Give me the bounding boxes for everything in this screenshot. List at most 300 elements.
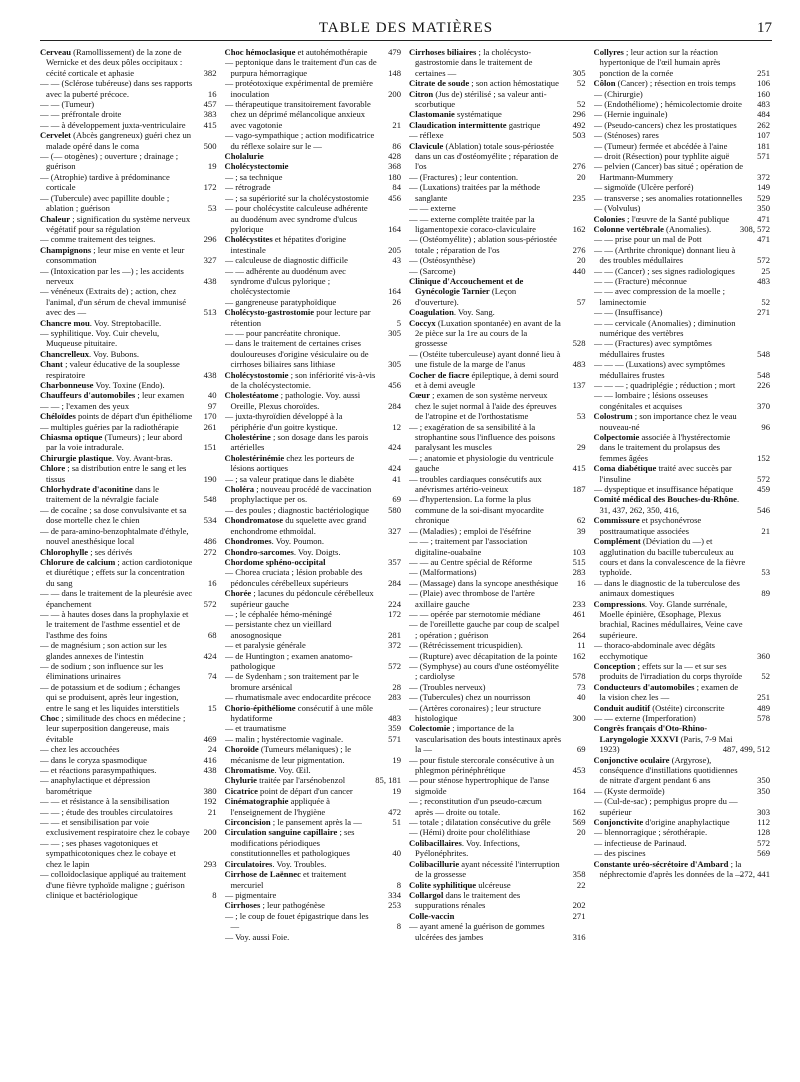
entry-page-ref: 112 <box>757 817 770 828</box>
entry-headword: Coagulation <box>409 307 454 318</box>
entry-text: Voy. Toxine (Endo). <box>93 380 165 390</box>
entry-page-ref: 21 <box>761 525 770 536</box>
entry-page-ref: 96 <box>761 421 770 432</box>
entry-text: — (Troubles nerveux) <box>409 681 486 692</box>
entry-page-ref: 327 <box>388 525 401 536</box>
index-entry <box>409 182 588 203</box>
index-entry <box>409 318 588 349</box>
entry-headword: Cirrhose de Laënnec <box>224 869 301 880</box>
index-entry <box>594 838 773 848</box>
entry-text: . 31, 437, 262, 350, 416, <box>599 494 740 515</box>
entry-page-ref: 41 <box>392 473 401 484</box>
entry-text: (Déviation du —) et agglutination du bacille tuberculeux au cours et dans la convalescence de la fièvre typhoïde. <box>599 536 746 578</box>
entry-page-ref: 529 <box>757 192 770 203</box>
entry-text: — totale ; dilatation consécutive du grêle <box>409 817 551 828</box>
index-entry <box>594 214 773 224</box>
page-header <box>40 18 772 41</box>
entry-text: — dans le traitement de certaines crises douloureuses d'origine vésiculaire ou de cirrhoses biliaires sans lithiase <box>224 338 369 370</box>
index-entry <box>409 203 588 213</box>
entry-page-ref: 283 <box>572 567 586 578</box>
entry-headword: Colibacillurie <box>409 858 460 869</box>
entry-text: — — (Fracture) méconnue <box>593 275 687 286</box>
entry-page-ref: 416 <box>203 754 217 765</box>
entry-text: — Chorea cruciata ; lésion probable des pédoncules cérébelleux supérieurs <box>224 567 363 588</box>
index-entry <box>225 432 404 453</box>
entry-text: — (Hernie inguinale) <box>593 109 668 120</box>
entry-text: (Leçon d'ouverture). <box>415 286 517 307</box>
index-entry <box>40 453 219 463</box>
entry-page-ref: 73 <box>576 681 586 692</box>
entry-text: ; leur mise en vente et leur consommation <box>46 244 185 266</box>
index-entry <box>594 318 773 339</box>
entry-text: — (Artères coronaires) ; leur structure histologique <box>409 702 541 723</box>
entry-text: — — (Tumeur) <box>40 99 95 110</box>
entry-text: ; son infériorité vis-à-vis de la cholécystectomie. <box>230 369 376 390</box>
index-entry <box>225 255 404 265</box>
entry-headword: Choléra <box>224 484 255 495</box>
entry-text: — (Intoxication par les —) ; les accidents nerveux <box>40 265 184 286</box>
index-entry <box>225 161 404 171</box>
index-entry <box>409 349 588 370</box>
entry-text: — — (Insuffisance) <box>593 307 663 318</box>
index-entry <box>225 515 404 536</box>
index-entry <box>40 526 219 547</box>
entry-page-ref: 21 <box>207 806 217 817</box>
entry-page-ref: 382 <box>203 67 217 78</box>
index-entry <box>409 89 588 110</box>
entry-page-ref: 52 <box>576 78 586 89</box>
entry-text: — (Rétrécissement tricuspidien). <box>409 640 523 651</box>
entry-text: et psychonévrose posttraumatique associées <box>599 515 702 536</box>
entry-page-ref: 334 <box>388 889 401 900</box>
entry-text: — (Malformations) <box>409 567 477 578</box>
entry-text: — Voy. aussi Foie. <box>224 931 290 942</box>
entry-text: — syphilitique. Voy. Cuir chevelu, Muqueuse pituitaire. <box>40 327 160 349</box>
entry-page-ref: 205 <box>388 244 401 255</box>
index-entry <box>594 599 773 641</box>
entry-text: — de para-amino-benzophtalmate d'éthyle, nouvel anesthésique local <box>40 525 189 547</box>
index-column <box>225 47 404 1067</box>
entry-headword: Chlorhydrate d'aconitine <box>40 484 133 495</box>
index-entry <box>409 692 588 702</box>
entry-text: — ; sa valeur pratique dans le diabète <box>224 473 355 484</box>
index-entry <box>594 411 773 432</box>
entry-text: ; le pansement après la — <box>270 817 362 828</box>
entry-page-ref: 578 <box>757 713 770 723</box>
entry-text: — — — (Luxations) avec symptômes médullaires frustes <box>593 359 726 380</box>
entry-page-ref: 456 <box>388 380 401 390</box>
entry-text: — colloïdoclasique appliqué au traitement d'une fièvre typhoïde maligne ; guérison clinique et bactériologique <box>40 869 187 900</box>
index-entry <box>40 359 219 380</box>
entry-headword: Chlorophylle <box>40 546 89 557</box>
index-entry <box>225 859 404 869</box>
entry-page-ref: 303 <box>757 806 770 817</box>
entry-page-ref: 571 <box>388 733 401 744</box>
index-entry <box>225 890 404 900</box>
entry-text: — blennorragique ; sérothérapie. <box>593 827 708 838</box>
entry-text: ; signification du système nerveux végétatif pour sa régulation <box>46 213 191 234</box>
entry-page-ref: 461 <box>572 608 586 619</box>
index-entry <box>40 151 219 172</box>
index-entry <box>594 484 773 494</box>
entry-page-ref: 192 <box>203 796 217 807</box>
entry-text: — (Hémi) droite pour cholélithiase <box>409 827 531 838</box>
entry-page-ref: 271 <box>757 307 770 318</box>
entry-page-ref: 483 <box>757 99 770 110</box>
entry-text: ayant nécessité l'interruption de la grossesse <box>415 858 560 880</box>
entry-text: — — (Arthrite chronique) donnant lieu à des troubles médullaires <box>593 244 736 266</box>
index-entry <box>594 234 773 244</box>
index-entry <box>594 359 773 380</box>
entry-page-ref: 84 <box>392 182 401 193</box>
entry-page-ref: 359 <box>388 723 401 734</box>
entry-text: ; lacunes du pédoncule cérébelleux supérieur gauche <box>230 588 374 609</box>
entry-text: — — préfrontale droite <box>40 109 122 120</box>
entry-text: . Voy. Troubles. <box>272 858 327 869</box>
entry-headword: Conception <box>593 660 636 671</box>
index-entry <box>225 78 404 99</box>
entry-headword: Cirrhoses biliaires <box>409 47 477 57</box>
entry-page-ref: 380 <box>203 785 217 796</box>
entry-headword: Chéloïdes <box>40 411 76 422</box>
entry-page-ref: 272 <box>203 546 217 557</box>
entry-text: — (Chirurgie) <box>593 88 643 99</box>
entry-page-ref: 471 <box>757 234 770 245</box>
entry-text: — — (Cancer) ; ses signes radiologiques <box>593 265 735 276</box>
index-entry <box>594 130 773 140</box>
entry-text: ; son dosage dans les parois artérielles <box>230 432 369 453</box>
entry-page-ref: 24 <box>207 744 217 755</box>
entry-headword: Choroïde <box>224 744 259 755</box>
index-entry <box>225 484 404 505</box>
entry-text: — — au Centre spécial de Réforme <box>409 556 533 567</box>
entry-page-ref: 548 <box>757 369 770 380</box>
entry-text: — (Ostéite tuberculeuse) ayant donné lieu à une fistule de la marge de l'anus <box>409 348 561 370</box>
index-entry <box>594 713 773 723</box>
entry-page-ref: 368 <box>388 161 401 172</box>
entry-page-ref: 571 <box>757 151 770 162</box>
entry-page-ref: 438 <box>203 275 217 286</box>
entry-page-ref: 53 <box>761 567 770 578</box>
entry-headword: Colectomie <box>409 723 451 734</box>
entry-page-ref: 160 <box>757 88 770 99</box>
index-entry <box>40 349 219 359</box>
entry-page-ref: 483 <box>388 713 401 723</box>
entry-page-ref: 20 <box>576 827 586 838</box>
index-entry <box>409 453 588 474</box>
entry-text: — protéotoxique expérimental de première inoculation <box>224 78 373 99</box>
entry-text: — (Ostéomyélite) ; ablation sous-périostée totale ; réparation de l'os <box>409 234 557 255</box>
entry-text: ; leur pathogénèse <box>260 900 325 911</box>
entry-page-ref: 97 <box>207 400 217 411</box>
entry-page-ref: 128 <box>757 827 770 838</box>
entry-page-ref: 170 <box>203 411 217 422</box>
entry-text: (Argyrose), conséquence d'instillations quotidiennes de nitrate d'argent pendant 6 ans <box>599 754 738 786</box>
entry-page-ref: 264 <box>572 629 586 640</box>
index-entry <box>225 182 404 192</box>
entry-page-ref: 43 <box>392 255 401 266</box>
entry-page-ref: 16 <box>207 88 217 99</box>
entry-text: systématique <box>454 109 502 120</box>
index-entry <box>225 869 404 890</box>
entry-headword: Colle-vaccin <box>409 910 455 921</box>
index-entry <box>409 796 588 817</box>
index-entry <box>594 276 773 286</box>
index-entry <box>40 245 219 266</box>
entry-text: — persistante chez un vieillard anosognosique <box>224 619 332 640</box>
entry-page-ref: 162 <box>572 650 586 661</box>
entry-text: pour lecture par rétention <box>230 307 371 328</box>
entry-page-ref: 572 <box>757 255 770 266</box>
entry-page-ref: 85, 181 <box>375 775 401 786</box>
index-entry <box>594 120 773 130</box>
index-entry <box>40 682 219 713</box>
entry-page-ref: 57 <box>576 296 586 307</box>
entry-page-ref: 12 <box>392 421 401 432</box>
entry-text: . Voy. Doigts. <box>293 546 341 557</box>
entry-page-ref: 515 <box>572 556 586 567</box>
index-entry <box>409 494 588 525</box>
index-entry <box>225 827 404 858</box>
entry-page-ref: 52 <box>761 296 770 307</box>
entry-text: — — ; traitement par l'association digitaline-ouabaïne <box>409 536 528 557</box>
entry-page-ref: 500 <box>203 140 217 151</box>
entry-page-ref: 15 <box>207 702 217 713</box>
index-entry <box>409 619 588 640</box>
entry-page-ref: 483 <box>757 275 770 286</box>
entry-headword: Clavicule <box>409 140 444 151</box>
entry-text: — — dans le traitement de la pleurésie avec épanchement <box>40 588 193 609</box>
entry-headword: Chauffeurs d'automobiles <box>40 390 136 401</box>
index-entry <box>40 765 219 775</box>
entry-page-ref: 453 <box>572 765 586 776</box>
entry-headword: Citrate de soude <box>409 78 470 89</box>
entry-text: traité avec succès par l'insuline <box>599 463 732 484</box>
entry-text: (Ostéite) circonscrite <box>650 702 725 713</box>
entry-headword: Chiasma optique <box>40 432 103 443</box>
index-entry <box>40 401 219 411</box>
entry-text: associée à l'hystérectomie dans le traitement du prolapsus des femmes âgées <box>599 432 731 463</box>
index-entry <box>225 734 404 744</box>
index-entry <box>594 338 773 359</box>
entry-page-ref: 569 <box>757 848 770 859</box>
entry-page-ref: 235 <box>572 192 586 203</box>
entry-text: — (Symphyse) au cours d'une ostéomyélite ; cardiolyse <box>409 660 559 682</box>
entry-text: . Voy. Poumon. <box>271 536 324 547</box>
entry-page-ref: 26 <box>392 296 401 307</box>
index-entry <box>409 422 588 453</box>
entry-page-ref: 383 <box>203 109 217 120</box>
entry-text: du squelette avec grand enchondrome ethmoïdal. <box>230 515 367 536</box>
entry-text: — calculeuse de diagnostic difficile <box>224 255 348 266</box>
index-entry <box>225 775 404 785</box>
entry-text: ; pathologie. Voy. aussi Oreille, Plexus choroïdes. <box>230 390 361 411</box>
entry-page-ref: 180 <box>388 171 401 182</box>
entry-text: — ; sa technique <box>224 171 283 182</box>
index-entry <box>40 796 219 806</box>
entry-text: . Voy. Bubons. <box>89 348 139 359</box>
entry-text: — peptonique dans le traitement d'un cas de purpura hémorragique <box>224 57 377 78</box>
entry-text: — d'hypertension. La forme la plus commune de la soi-disant myocardite chronique <box>409 494 544 526</box>
index-entry <box>225 703 404 724</box>
entry-headword: Champignons <box>40 244 92 255</box>
entry-page-ref: 8 <box>396 879 401 890</box>
index-entry <box>225 370 404 391</box>
entry-text: d'origine anaphylactique <box>643 817 730 828</box>
entry-headword: Cholestérinémie <box>224 452 285 463</box>
index-entry <box>225 911 404 932</box>
index-entry <box>409 755 588 776</box>
entry-headword: Commissure <box>593 515 640 526</box>
index-entry <box>225 557 404 567</box>
entry-text: — droit (Résection) pour typhlite aiguë <box>593 151 730 162</box>
index-entry <box>225 547 404 557</box>
index-entry <box>409 588 588 609</box>
entry-page-ref: 578 <box>572 671 586 682</box>
entry-text: — malin ; hystérectomie vaginale. <box>224 733 344 744</box>
entry-text: appliquée à l'enseignement de l'hygiène <box>230 796 331 817</box>
entry-text: — — cervicale (Anomalies) ; diminution numérique des vertèbres <box>593 317 736 338</box>
entry-text: — (Massage) dans la syncope anesthésique <box>409 577 559 588</box>
entry-text: gastrique <box>506 119 541 130</box>
entry-page-ref: 152 <box>757 452 770 463</box>
entry-page-ref: 572 <box>203 598 217 609</box>
index-entry <box>225 338 404 369</box>
entry-page-ref: 251 <box>757 67 770 78</box>
entry-text: et hépatites d'origine intestinale <box>230 234 347 255</box>
entry-headword: Circoncision <box>224 817 271 828</box>
entry-page-ref: 162 <box>572 223 586 234</box>
entry-text: — sigmoïde (Ulcère perforé) <box>593 182 694 193</box>
entry-text: — — à hautes doses dans la prophylaxie et le traitement de l'asthme essentiel et de l'asthme des foins <box>40 608 189 640</box>
entry-page-ref: 479 <box>388 47 401 57</box>
entry-headword: Côlon <box>593 78 616 89</box>
index-entry <box>40 547 219 557</box>
entry-page-ref: 424 <box>388 463 401 474</box>
entry-text: ; nouveau procédé de vaccination prophylactique per os. <box>230 484 372 505</box>
entry-text: — rhumatismale avec endocardite précoce <box>224 692 371 703</box>
entry-headword: Collargol <box>409 889 444 900</box>
entry-page-ref: 308, 572 <box>739 223 770 234</box>
index-entry <box>409 557 588 567</box>
index-entry <box>225 671 404 692</box>
entry-text: épileptique, à demi sourd et à demi aveugle <box>415 369 559 390</box>
entry-headword: Cholécystectomie <box>224 161 289 172</box>
entry-headword: Colibacillaires <box>409 837 462 848</box>
index-entry <box>225 130 404 151</box>
index-entry <box>594 723 773 754</box>
index-entry <box>594 432 773 463</box>
entry-text: ; sa distribution entre le sang et les tissus <box>46 463 187 484</box>
entry-page-ref: 53 <box>576 411 586 422</box>
entry-page-ref: 316 <box>572 931 586 942</box>
entry-text: — (Atrophie) tardive à prédominance corticale <box>40 171 170 193</box>
entry-headword: Chordome sphéno-occipital <box>224 556 326 567</box>
entry-page-ref: 172 <box>203 182 217 193</box>
entry-page-ref: 190 <box>203 473 217 484</box>
entry-headword: Cocher de fiacre <box>409 369 470 380</box>
index-entry <box>409 661 588 682</box>
entry-headword: Chirurgie plastique <box>40 452 112 463</box>
entry-page-ref: 424 <box>203 650 217 661</box>
index-entry <box>225 57 404 78</box>
entry-headword: Claudication intermittente <box>409 119 507 130</box>
entry-page-ref: 281 <box>388 629 401 640</box>
index-entry <box>40 286 219 317</box>
index-entry <box>225 692 404 702</box>
entry-headword: Cholestéatome <box>224 390 279 401</box>
index-entry <box>594 307 773 317</box>
entry-text: — (Tubercules) chez un nourrisson <box>409 692 531 703</box>
entry-headword: Chlorure de calcium <box>40 556 116 567</box>
entry-text: — vago-sympathique ; action modificatrice du réflexe solaire sur le — <box>224 130 375 151</box>
index-entry <box>409 859 588 880</box>
entry-page-ref: 327 <box>203 255 217 266</box>
entry-text: — des piscines <box>593 848 646 859</box>
index-entry <box>409 578 588 588</box>
entry-text: — chez les accouchées <box>40 744 120 755</box>
entry-page-ref: 148 <box>388 67 401 78</box>
entry-text: — ; sa supériorité sur la cholécystostomie <box>224 192 369 203</box>
entry-page-ref: 40 <box>392 848 401 859</box>
index-entry <box>225 193 404 203</box>
index-entry <box>594 494 773 515</box>
entry-text: — pelvien (Cancer) bas situé ; opération de Hartmann-Mummery <box>593 161 744 182</box>
entry-page-ref: 276 <box>572 161 586 172</box>
index-entry <box>225 307 404 328</box>
entry-headword: Conducteurs d'automobiles <box>593 681 695 692</box>
entry-text: — — et résistance à la sensibilisation <box>40 796 170 807</box>
index-entry <box>225 609 404 619</box>
entry-headword: Chromatisme <box>224 765 275 776</box>
entry-headword: Cicatrice <box>224 785 258 796</box>
index-entry <box>40 505 219 526</box>
entry-page-ref: 164 <box>388 286 401 297</box>
index-entry <box>225 453 404 474</box>
index-entry <box>40 775 219 796</box>
index-entry <box>594 578 773 599</box>
entry-page-ref: 164 <box>388 223 401 234</box>
entry-page-ref: 528 <box>572 338 586 349</box>
index-entry <box>409 536 588 557</box>
index-entry <box>409 911 588 921</box>
entry-text: — dans le diagnostic de la tuberculose des animaux domestiques <box>593 577 740 599</box>
index-entry <box>40 817 219 838</box>
index-entry <box>409 880 588 890</box>
entry-page-ref: 438 <box>203 765 217 776</box>
index-entry <box>40 99 219 109</box>
index-entry <box>594 786 773 796</box>
index-entry <box>40 838 219 869</box>
entry-text: — (Cul-de-sac) ; pemphigus propre du — supérieur <box>593 796 738 817</box>
entry-headword: Chaleur <box>40 213 71 224</box>
page-number: 17 <box>757 20 772 36</box>
entry-page-ref: 261 <box>203 421 217 432</box>
entry-text: — (Tubercule) avec papillite double ; ablation ; guérison <box>40 192 170 214</box>
index-entry <box>594 536 773 578</box>
entry-headword: Congrès français d'Oto-Rhino-Laryngologie XXXVI <box>593 723 708 744</box>
entry-page-ref: 29 <box>576 442 586 453</box>
index-entry <box>225 203 404 234</box>
entry-text: — (Fractures) ; leur contention. <box>409 171 519 182</box>
index-entry <box>594 99 773 109</box>
entry-text: ; son action hémostatique <box>469 78 559 89</box>
index-entry <box>409 682 588 692</box>
index-entry <box>40 422 219 432</box>
index-entry <box>40 588 219 609</box>
entry-headword: Constante uréo-sécrétoire d'Ambard <box>593 858 729 869</box>
entry-headword: Compressions <box>593 598 645 609</box>
